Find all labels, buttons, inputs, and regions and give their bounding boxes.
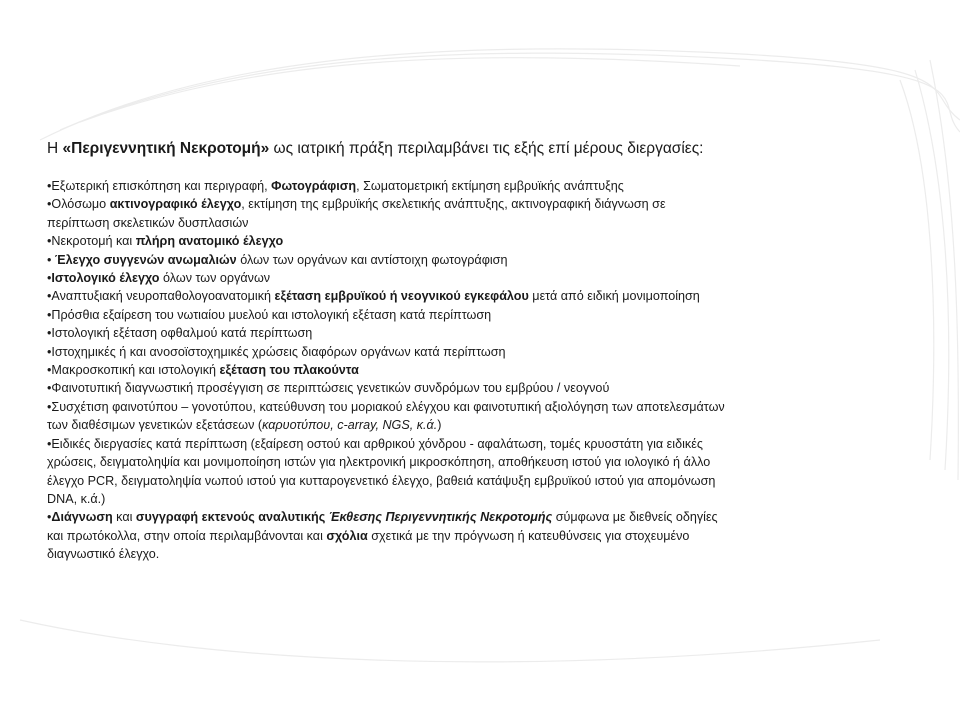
list-item bbox=[47, 343, 727, 361]
item-text: σύμφωνα με διεθνείς οδηγίες και πρωτόκολλα, στην οποία περιλαμβάνονται και bbox=[47, 510, 718, 543]
procedure-list bbox=[47, 177, 727, 564]
item-text: •Αναπτυξιακή νευροπαθολογοανατομική bbox=[47, 289, 275, 304]
list-item bbox=[47, 379, 727, 397]
list-item bbox=[47, 251, 727, 269]
list-item bbox=[47, 306, 727, 324]
emphasis-text: ακτινογραφικό έλεγχο bbox=[109, 197, 242, 212]
item-text: •Συσχέτιση φαινοτύπου – γονοτύπου, κατεύθυνση του μοριακού ελέγχου και φαινοτυπική αξιολόγηση των αποτελεσμάτων των διαθέσιμων γενετικών εξετάσεων ( bbox=[47, 399, 725, 433]
item-text: • bbox=[47, 252, 55, 267]
item-text: ) bbox=[437, 418, 442, 433]
item-text: • bbox=[47, 271, 52, 286]
item-text: , Σωματομετρική εκτίμηση εμβρυϊκής ανάπτυξης bbox=[356, 179, 624, 193]
item-text: •Νεκροτομή και bbox=[47, 234, 136, 249]
emphasis-text: Έκθεσης Περιγεννητικής Νεκροτομής bbox=[328, 510, 553, 525]
list-item bbox=[47, 177, 727, 195]
item-text: μετά από ειδική μονιμοποίηση bbox=[528, 289, 700, 304]
item-text: , εκτίμηση της εμβρυϊκής σκελετικής ανάπτυξης, ακτινογραφική διάγνωση σε περίπτωση σκελετικών δυσπλασιών bbox=[47, 197, 666, 230]
emphasis-text: σχόλια bbox=[326, 528, 368, 543]
emphasis-text: καρυοτύπου, c-array, NGS, κ.ά. bbox=[262, 418, 438, 433]
emphasis-text: εξέταση εμβρυϊκού ή νεογνικού εγκεφάλου bbox=[274, 289, 529, 304]
item-text: •Πρόσθια εξαίρεση του νωτιαίου μυελού και ιστολογική εξέταση κατά περίπτωση bbox=[47, 307, 492, 322]
item-text: •Ειδικές διεργασίες κατά περίπτωση (εξαίρεση οστού και αρθρικού χόνδρου - αφαλάτωση, τομές κρυοστάτη για ειδικές χρώσεις, δειγματοληψία και μονιμοποίηση ιστών για ηλεκτρονική μικροσκόπηση, αποθήκευση ιστού για ιολογικό ή άλλο έλεγχο PCR, δειγματοληψία νωπού ιστού για κυτταρογενετικό έλεγχο, βαθειά κατάψυξη εμβρυϊκού ιστού για απομόνωση DNA, κ.ά.) bbox=[47, 436, 716, 506]
item-text: όλων των οργάνων και αντίστοιχη φωτογράφιση bbox=[236, 252, 508, 267]
heading-term: «Περιγεννητική Νεκροτομή» bbox=[62, 140, 270, 157]
emphasis-text: Διάγνωση bbox=[51, 510, 113, 525]
slide-heading: Η «Περιγεννητική Νεκροτομή» ως ιατρική πράξη περιλαμβάνει τις εξής επί μέρους διεργασίες: bbox=[47, 140, 704, 157]
list-item bbox=[47, 195, 727, 232]
item-text: •Εξωτερική επισκόπηση και περιγραφή, bbox=[47, 179, 272, 193]
list-item bbox=[47, 361, 727, 379]
item-text: •Φαινοτυπική διαγνωστική προσέγγιση σε περιπτώσεις γενετικών συνδρόμων του εμβρύου / νεογνού bbox=[47, 381, 610, 396]
item-text: •Ιστολογική εξέταση οφθαλμού κατά περίπτωση bbox=[47, 326, 313, 341]
slide-content bbox=[47, 139, 727, 564]
item-text: •Ολόσωμο bbox=[47, 197, 110, 212]
list-item bbox=[47, 508, 727, 563]
item-text: •Μακροσκοπική και ιστολογική bbox=[47, 363, 220, 378]
item-text: • bbox=[47, 510, 52, 525]
emphasis-text: πλήρη ανατομικό έλεγχο bbox=[135, 234, 284, 249]
emphasis-text: Έλεγχο συγγενών ανωμαλιών bbox=[54, 252, 237, 267]
list-item bbox=[47, 324, 727, 342]
emphasis-text: Ιστολογικό έλεγχο bbox=[51, 271, 160, 286]
item-text: σχετικά με την πρόγνωση ή κατευθύνσεις για στοχευμένο διαγνωστικό έλεγχο. bbox=[47, 528, 690, 562]
item-text: •Ιστοχημικές ή και ανοσοϊστοχημικές χρώσεις διαφόρων οργάνων κατά περίπτωση bbox=[47, 344, 506, 359]
list-item bbox=[47, 269, 727, 287]
emphasis-text: εξέταση του πλακούντα bbox=[219, 363, 359, 378]
list-item bbox=[47, 287, 727, 305]
list-item bbox=[47, 232, 727, 250]
item-text: και bbox=[112, 510, 136, 525]
list-item bbox=[47, 435, 727, 509]
emphasis-text: συγγραφή εκτενούς αναλυτικής bbox=[135, 510, 329, 525]
list-item bbox=[47, 398, 727, 435]
emphasis-text: Φωτογράφιση bbox=[271, 179, 357, 193]
item-text: όλων των οργάνων bbox=[159, 271, 271, 286]
